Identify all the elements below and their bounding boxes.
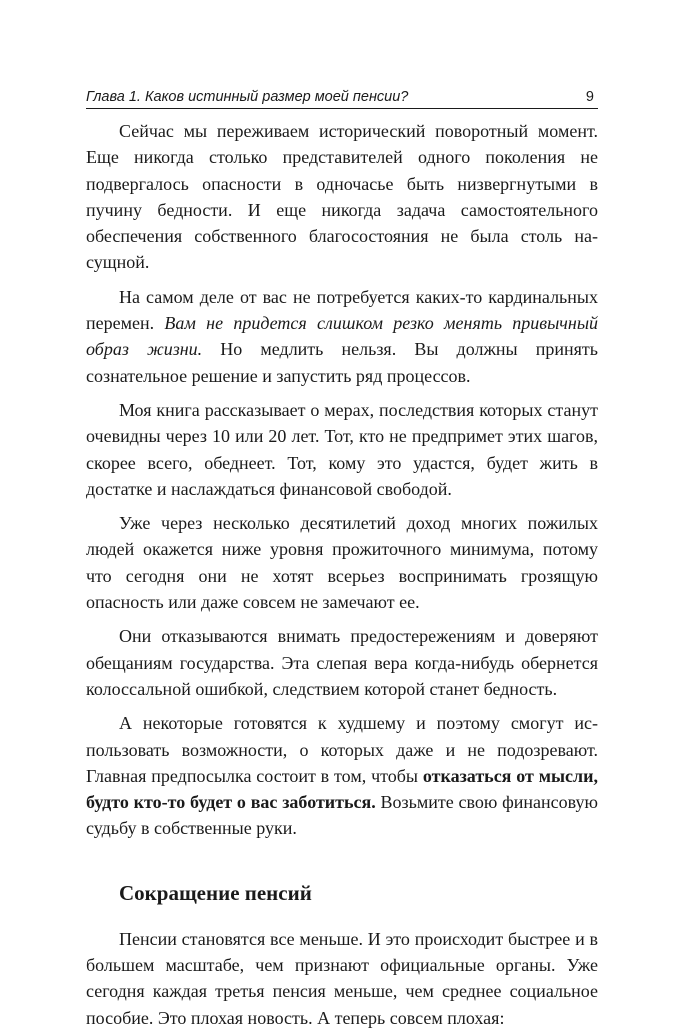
running-header	[86, 86, 598, 109]
section-paragraph: Пенсии становятся все меньше. И это происходит быстрее и в большем масштабе, чем признают официальные органы. Уже сегодня каждая третья пенсия меньше, чем среднее социальное пособие. Это плохая новость. А теперь совсем плохая:	[86, 928, 598, 1028]
paragraph-text: На самом деле от вас не потребуется каких-то кардинальных перемен.	[86, 286, 598, 334]
paragraph: Моя книга рассказывает о мерах, последствия которых станут очевидны через 10 или 20 лет. Тот, кто не предпримет этих шагов, скорее всего, обеднеет. Тот, кому это удастся, будет жить в достатке и наслаждаться финансовой свободой.	[86, 399, 598, 499]
chapter-title: Глава 1. Каков истинный размер моей пенсии?	[86, 89, 409, 105]
paragraph: Сейчас мы переживаем исторический поворотный момент. Еще никогда столько представителей одного поколения не подвергалось опасности в одночасье быть низвергнутыми в пучину бедности. И еще никогда задача самостоятельного обеспечения собственного благосостояния не была столь насущной.	[86, 121, 598, 273]
paragraph: Уже через несколько десятилетий доход многих пожилых людей окажется ниже уровня прожиточного минимума, потому что сегодня они не хотят всерьез воспринимать грозящую опасность или даже совсем не замечают ее.	[86, 513, 598, 613]
italic-emphasis: Вам не придется слишком резко менять привычный образ жизни.	[86, 313, 599, 360]
paragraph	[86, 284, 598, 389]
paragraph-text: Возьмите свою финансовую судьбу в собственные руки.	[86, 792, 598, 839]
paragraph-text: Но медлить нельзя. Вы должны принять сознательное решение и запустить ряд процессов.	[86, 339, 598, 386]
paragraph-text: А некоторые готовятся к худшему и поэтому смогут использовать возможности, о которых даже и не подозревают. Главная предпосылка состоит в том, чтобы	[86, 713, 598, 786]
paragraph	[86, 710, 598, 841]
bold-emphasis: отказаться от мысли, будто кто-то будет о вас заботиться.	[86, 765, 598, 813]
section-heading: Сокращение пенсий	[119, 880, 312, 905]
paragraph: Они отказываются внимать предостережениям и доверяют обещаниям государства. Эта слепая вера когда-нибудь обернется колоссальной ошибкой, следствием которой станет бедность.	[86, 626, 598, 699]
page-number: 9	[585, 89, 594, 105]
body-text	[86, 118, 598, 1031]
